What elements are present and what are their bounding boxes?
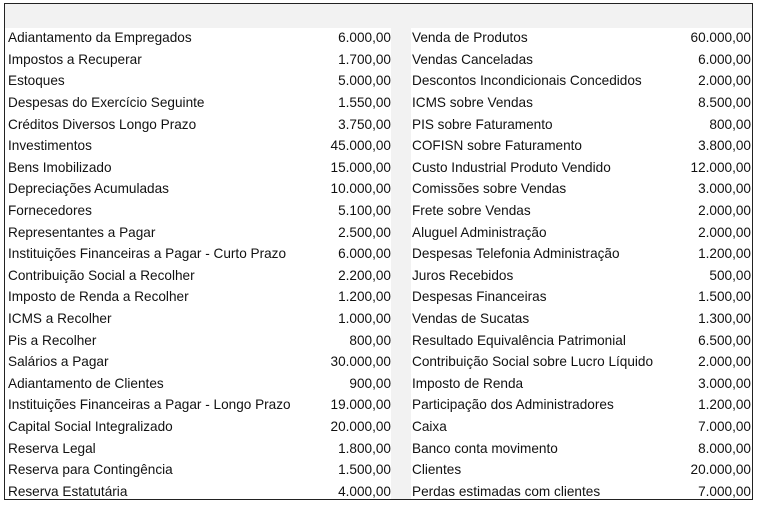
account-name-cell[interactable]: Despesas Telefonia Administração: [412, 246, 620, 262]
account-value-cell[interactable]: 3.750,00: [338, 116, 391, 132]
table-row[interactable]: [8, 157, 391, 179]
account-value-cell[interactable]: 1.500,00: [698, 289, 751, 305]
account-value-cell[interactable]: 2.500,00: [338, 224, 391, 240]
table-row[interactable]: [412, 329, 751, 351]
account-name-cell[interactable]: Bens Imobilizado: [8, 159, 112, 175]
account-name-cell[interactable]: Reserva Estatutária: [8, 483, 128, 499]
account-value-cell[interactable]: 6.000,00: [698, 51, 751, 67]
account-value-cell[interactable]: 1.500,00: [338, 462, 391, 478]
account-value-cell[interactable]: 6.000,00: [338, 30, 391, 46]
account-name-cell[interactable]: Despesas do Exercício Seguinte: [8, 95, 205, 111]
account-value-cell[interactable]: 1.200,00: [698, 397, 751, 413]
account-value-cell[interactable]: 5.000,00: [338, 73, 391, 89]
table-row[interactable]: [412, 221, 751, 243]
account-name-cell[interactable]: Juros Recebidos: [412, 267, 514, 283]
account-value-cell[interactable]: 2.000,00: [698, 224, 751, 240]
account-name-cell[interactable]: Contribuição Social sobre Lucro Líquido: [412, 354, 654, 370]
account-name-cell[interactable]: Contribuição Social a Recolher: [8, 267, 195, 283]
table-row[interactable]: [8, 200, 391, 222]
account-value-cell[interactable]: 4.000,00: [338, 483, 391, 499]
table-row[interactable]: [8, 373, 391, 395]
account-value-cell[interactable]: 8.000,00: [698, 440, 751, 456]
account-value-cell[interactable]: 8.500,00: [698, 95, 751, 111]
account-name-cell[interactable]: Frete sobre Vendas: [412, 203, 531, 219]
table-row[interactable]: [8, 329, 391, 351]
account-name-cell[interactable]: Créditos Diversos Longo Prazo: [8, 116, 197, 132]
account-name-cell[interactable]: Adiantamento da Empregados: [8, 30, 192, 46]
account-name-cell[interactable]: Descontos Incondicionais Concedidos: [412, 73, 642, 89]
account-name-cell[interactable]: Imposto de Renda a Recolher: [8, 289, 189, 305]
account-name-cell[interactable]: Resultado Equivalência Patrimonial: [412, 332, 626, 348]
table-row[interactable]: [412, 416, 751, 438]
account-name-cell[interactable]: Clientes: [412, 462, 462, 478]
account-value-cell[interactable]: 20.000,00: [690, 462, 751, 478]
table-row[interactable]: [8, 178, 391, 200]
account-name-cell[interactable]: Reserva para Contingência: [8, 462, 173, 478]
spreadsheet-region: [4, 3, 753, 500]
left-account-table: [8, 27, 391, 502]
account-value-cell[interactable]: 12.000,00: [690, 159, 751, 175]
account-name-cell[interactable]: Impostos a Recuperar: [8, 51, 142, 67]
account-value-cell[interactable]: 900,00: [349, 375, 391, 391]
account-value-cell[interactable]: 45.000,00: [330, 138, 391, 154]
table-row[interactable]: [8, 113, 391, 135]
account-value-cell[interactable]: 2.000,00: [698, 73, 751, 89]
table-row[interactable]: [412, 135, 751, 157]
account-value-cell[interactable]: 3.800,00: [698, 138, 751, 154]
table-row[interactable]: [412, 49, 751, 71]
header-strip: [5, 4, 752, 28]
account-value-cell[interactable]: 3.000,00: [698, 375, 751, 391]
account-value-cell[interactable]: 1.200,00: [698, 246, 751, 262]
table-row[interactable]: [412, 286, 751, 308]
table-row[interactable]: [412, 178, 751, 200]
table-row[interactable]: [8, 286, 391, 308]
table-row[interactable]: [8, 351, 391, 373]
account-value-cell[interactable]: 800,00: [709, 116, 751, 132]
account-value-cell[interactable]: 2.200,00: [338, 267, 391, 283]
column-gap: [391, 28, 411, 499]
account-name-cell[interactable]: Vendas de Sucatas: [412, 311, 530, 327]
account-name-cell[interactable]: Pis a Recolher: [8, 332, 97, 348]
account-value-cell[interactable]: 1.000,00: [338, 311, 391, 327]
account-value-cell[interactable]: 800,00: [349, 332, 391, 348]
account-name-cell[interactable]: Vendas Canceladas: [412, 51, 533, 67]
table-row[interactable]: [8, 27, 391, 49]
table-row[interactable]: [412, 459, 751, 481]
table-row[interactable]: [8, 394, 391, 416]
account-name-cell[interactable]: Investimentos: [8, 138, 92, 154]
account-name-cell[interactable]: Comissões sobre Vendas: [412, 181, 567, 197]
account-name-cell[interactable]: Aluguel Administração: [412, 224, 547, 240]
account-name-cell[interactable]: Banco conta movimento: [412, 440, 558, 456]
account-value-cell[interactable]: 30.000,00: [330, 354, 391, 370]
account-value-cell[interactable]: 5.100,00: [338, 203, 391, 219]
account-name-cell[interactable]: COFISN sobre Faturamento: [412, 138, 582, 154]
account-value-cell[interactable]: 60.000,00: [690, 30, 751, 46]
account-name-cell[interactable]: Adiantamento de Clientes: [8, 375, 164, 391]
table-row[interactable]: [412, 437, 751, 459]
account-value-cell[interactable]: 1.300,00: [698, 311, 751, 327]
account-name-cell[interactable]: Depreciações Acumuladas: [8, 181, 169, 197]
account-name-cell[interactable]: Capital Social Integralizado: [8, 418, 173, 434]
table-row[interactable]: [8, 416, 391, 438]
account-name-cell[interactable]: Representantes a Pagar: [8, 224, 156, 240]
right-account-table: [412, 27, 751, 502]
table-row[interactable]: [8, 459, 391, 481]
table-row[interactable]: [412, 308, 751, 330]
account-name-cell[interactable]: PIS sobre Faturamento: [412, 116, 553, 132]
table-row[interactable]: [8, 135, 391, 157]
account-value-cell[interactable]: 7.000,00: [698, 418, 751, 434]
account-name-cell[interactable]: Reserva Legal: [8, 440, 96, 456]
table-row[interactable]: [412, 27, 751, 49]
account-value-cell[interactable]: 7.000,00: [698, 483, 751, 499]
account-value-cell[interactable]: 20.000,00: [330, 418, 391, 434]
account-value-cell[interactable]: 1.800,00: [338, 440, 391, 456]
account-name-cell[interactable]: Salários a Pagar: [8, 354, 109, 370]
account-name-cell[interactable]: Venda de Produtos: [412, 30, 528, 46]
account-name-cell[interactable]: ICMS sobre Vendas: [412, 95, 533, 111]
account-value-cell[interactable]: 3.000,00: [698, 181, 751, 197]
account-name-cell[interactable]: Imposto de Renda: [412, 375, 524, 391]
table-row[interactable]: [8, 480, 391, 502]
account-value-cell[interactable]: 2.000,00: [698, 203, 751, 219]
table-row[interactable]: [412, 70, 751, 92]
account-name-cell[interactable]: Instituições Financeiras a Pagar - Curto Prazo: [8, 246, 287, 262]
account-value-cell[interactable]: 1.700,00: [338, 51, 391, 67]
account-value-cell[interactable]: 1.200,00: [338, 289, 391, 305]
table-row[interactable]: [8, 265, 391, 287]
table-row[interactable]: [412, 157, 751, 179]
table-row[interactable]: [8, 308, 391, 330]
account-name-cell[interactable]: Participação dos Administradores: [412, 397, 614, 413]
table-row[interactable]: [412, 243, 751, 265]
account-value-cell[interactable]: 2.000,00: [698, 354, 751, 370]
table-row[interactable]: [8, 243, 391, 265]
account-value-cell[interactable]: 10.000,00: [330, 181, 391, 197]
table-row[interactable]: [412, 200, 751, 222]
table-row[interactable]: [412, 351, 751, 373]
account-name-cell[interactable]: Fornecedores: [8, 203, 92, 219]
account-value-cell[interactable]: 1.550,00: [338, 95, 391, 111]
account-name-cell[interactable]: Despesas Financeiras: [412, 289, 547, 305]
account-value-cell[interactable]: 19.000,00: [330, 397, 391, 413]
table-row[interactable]: [8, 49, 391, 71]
account-name-cell[interactable]: Estoques: [8, 73, 65, 89]
account-value-cell[interactable]: 500,00: [709, 267, 751, 283]
account-name-cell[interactable]: Perdas estimadas com clientes: [412, 483, 601, 499]
table-row[interactable]: [8, 70, 391, 92]
account-value-cell[interactable]: 6.500,00: [698, 332, 751, 348]
table-row[interactable]: [8, 221, 391, 243]
table-row[interactable]: [412, 265, 751, 287]
table-row[interactable]: [412, 480, 751, 502]
account-name-cell[interactable]: Instituições Financeiras a Pagar - Longo Prazo: [8, 397, 291, 413]
account-name-cell[interactable]: ICMS a Recolher: [8, 311, 112, 327]
account-value-cell[interactable]: 15.000,00: [330, 159, 391, 175]
account-name-cell[interactable]: Caixa: [412, 418, 447, 434]
table-row[interactable]: [412, 373, 751, 395]
table-row[interactable]: [412, 92, 751, 114]
table-row[interactable]: [412, 394, 751, 416]
account-value-cell[interactable]: 6.000,00: [338, 246, 391, 262]
table-row[interactable]: [8, 437, 391, 459]
account-name-cell[interactable]: Custo Industrial Produto Vendido: [412, 159, 611, 175]
table-row[interactable]: [8, 92, 391, 114]
table-row[interactable]: [412, 113, 751, 135]
